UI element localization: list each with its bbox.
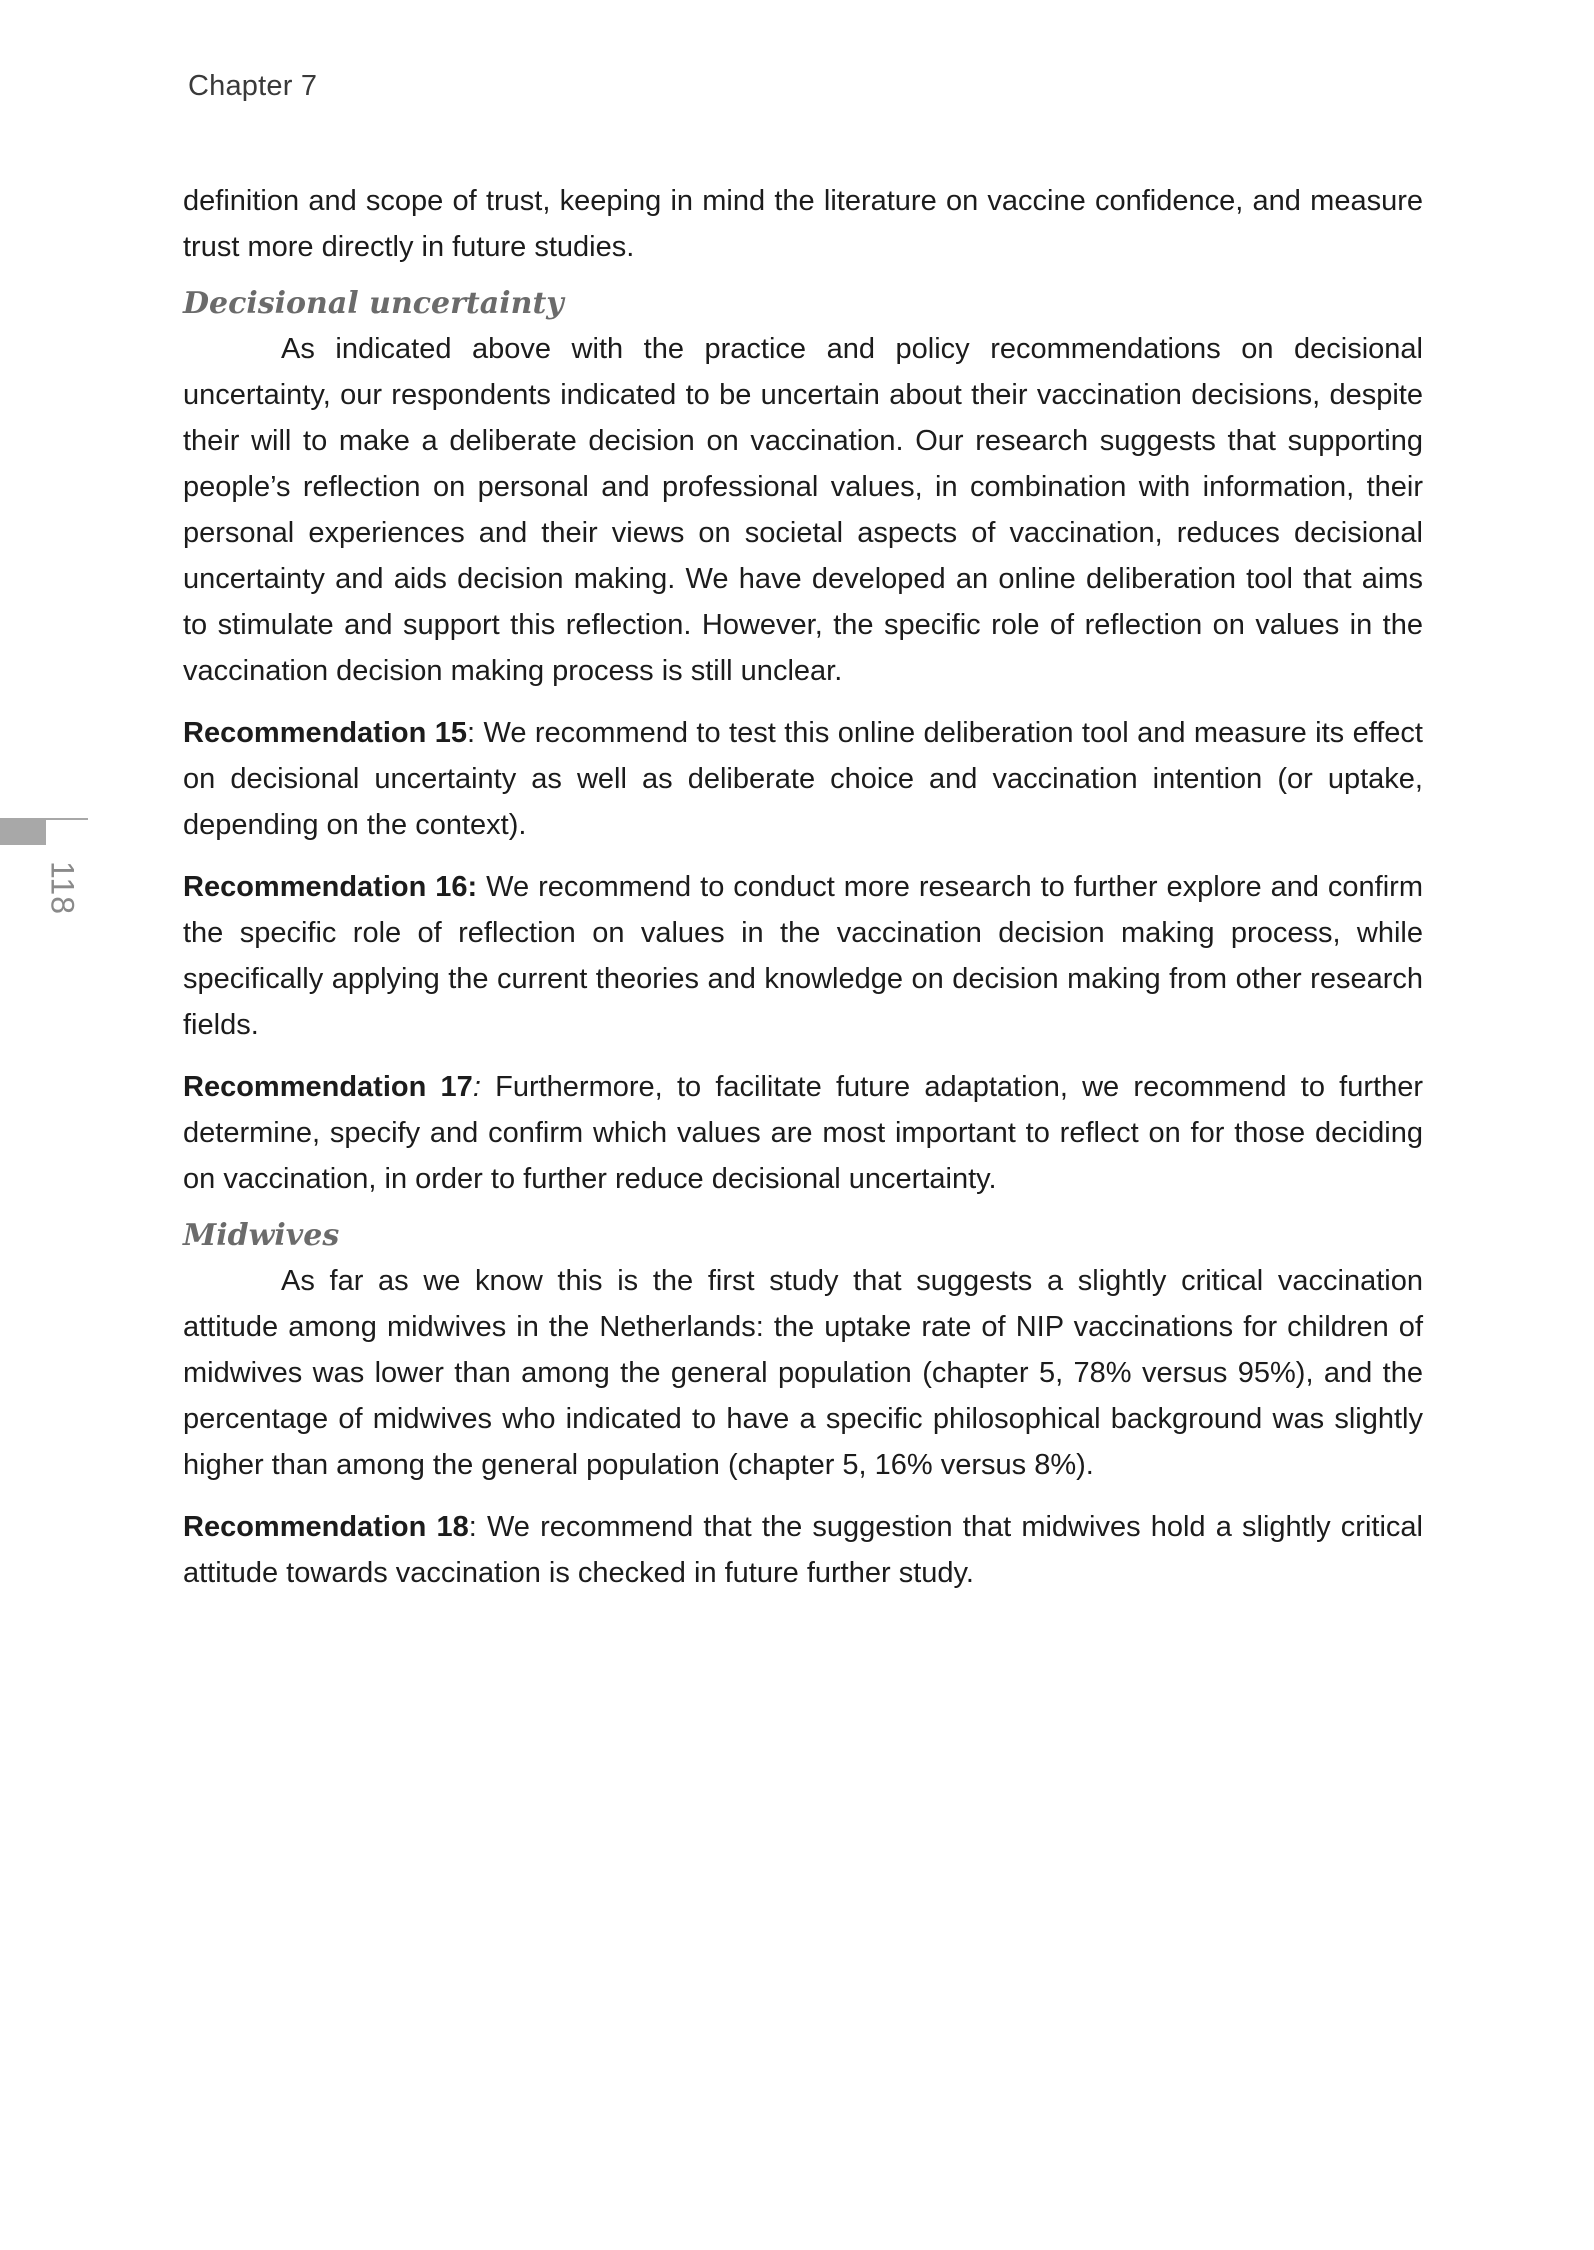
recommendation-18 — [183, 1504, 1423, 1596]
section-heading-midwives: Midwives — [183, 1218, 340, 1253]
recommendation-17 — [183, 1064, 1423, 1202]
recommendation-18-text: : We recommend that the suggestion that midwives hold a slightly critical attitude towards vaccination is checked in future further study. — [183, 1511, 1423, 1589]
recommendation-15-label: Recommendation 15 — [183, 717, 467, 749]
midwives-paragraph: As far as we know this is the first study that suggests a slightly critical vaccination attitude among midwives in the Netherlands: the uptake rate of NIP vaccinations for children of midwives was lower than among the general population (chapter 5, 78% versus 95%), and the percentage of midwives who indicated to have a specific philosophical background was slightly higher than among the general population (chapter 5, 16% versus 8%). — [183, 1265, 1423, 1481]
page-edge-rule — [46, 818, 88, 820]
recommendation-16-label: Recommendation 16: — [183, 871, 478, 903]
page-number: 118 — [44, 860, 81, 916]
recommendation-18-label: Recommendation 18 — [183, 1511, 469, 1543]
recommendation-16-text: We recommend to conduct more research to further explore and confirm the specific role of reflection on values in the vaccination decision making process, while specifically applying the current theories and knowledge on decision making from other research fields. — [183, 871, 1423, 1041]
page-body — [183, 178, 1423, 1596]
intro-paragraph: definition and scope of trust, keeping in mind the literature on vaccine confidence, and measure trust more directly in future studies. — [183, 185, 1423, 263]
recommendation-17-label: Recommendation 17 — [183, 1071, 473, 1103]
recommendation-15 — [183, 710, 1423, 848]
recommendation-16 — [183, 864, 1423, 1048]
decisional-paragraph: As indicated above with the practice and policy recommendations on decisional uncertainty, our respondents indicated to be uncertain about their vaccination decisions, despite their will to make a deliberate decision on vaccination. Our research suggests that supporting people’s reflection on personal and professional values, in combination with information, their personal experiences and their views on societal aspects of vaccination, reduces decisional uncertainty and aids decision making. We have developed an online deliberation tool that aims to stimulate and support this reflection. However, the specific role of reflection on values in the vaccination decision making process is still unclear. — [183, 333, 1423, 687]
running-head: Chapter 7 — [188, 70, 318, 102]
recommendation-17-text: Furthermore, to facilitate future adaptation, we recommend to further determine, specify and confirm which values are most important to reflect on for those deciding on vaccination, in order to further reduce decisional uncertainty. — [183, 1071, 1423, 1195]
page-edge-tab — [0, 818, 46, 845]
recommendation-17-colon: : — [472, 1071, 481, 1103]
recommendation-15-text: : We recommend to test this online deliberation tool and measure its effect on decisional uncertainty as well as deliberate choice and vaccination intention (or uptake, depending on the context). — [183, 717, 1423, 841]
section-heading-decisional-uncertainty: Decisional uncertainty — [183, 286, 564, 321]
